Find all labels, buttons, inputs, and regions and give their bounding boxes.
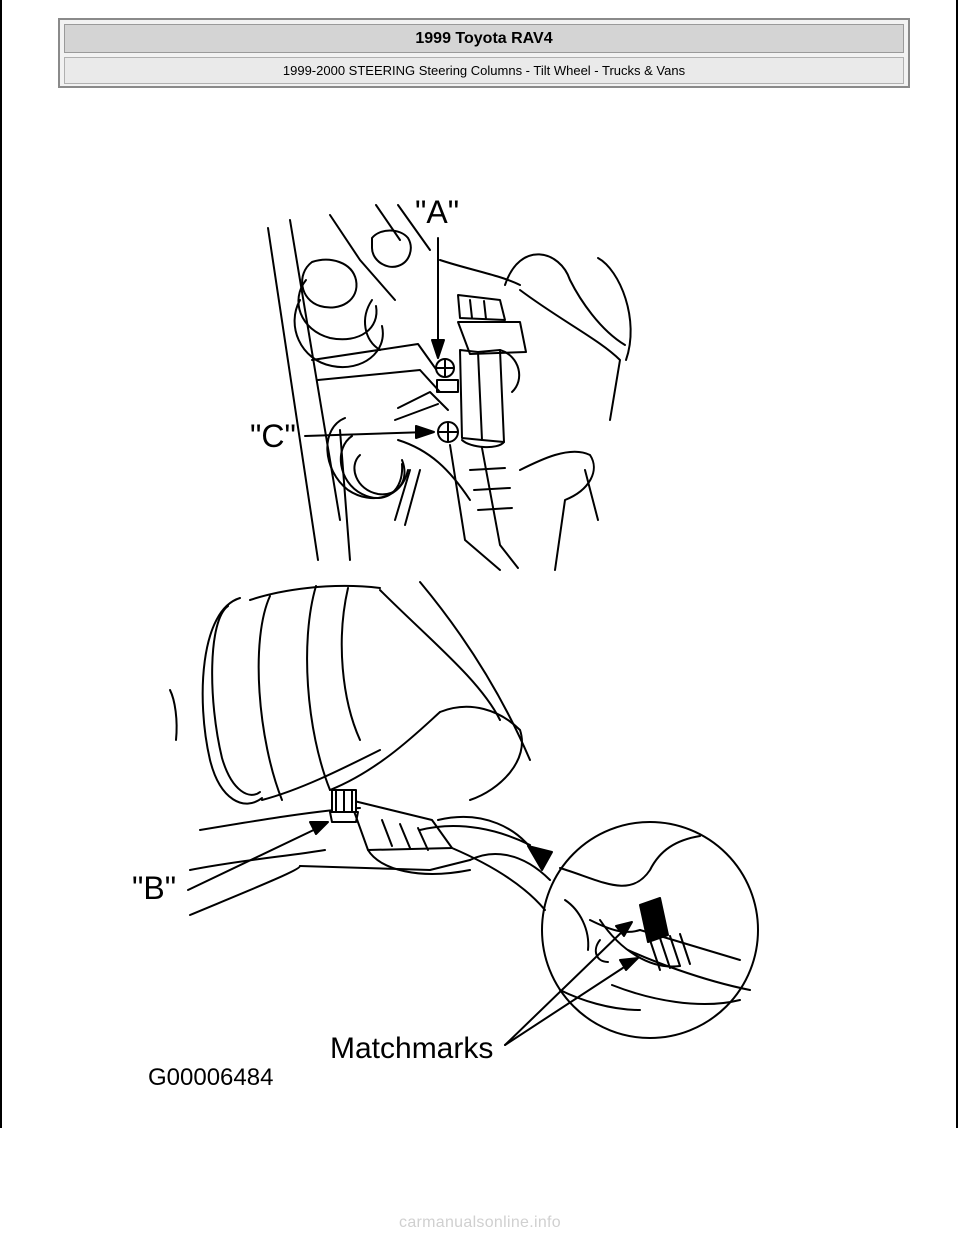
upper-view-drawing [268,205,631,570]
watermark-text: carmanualsonline.info [399,1214,561,1231]
callout-a-label: "A" [415,194,460,230]
matchmarks-label: Matchmarks [330,1032,494,1065]
document-subtitle: 1999-2000 STEERING Steering Columns - Tilt Wheel - Trucks & Vans [64,57,904,84]
figure-id: G00006484 [148,1064,274,1091]
callout-b-label: "B" [132,870,177,906]
document-title: 1999 Toyota RAV4 [64,24,904,53]
callout-c-label: "C" [250,418,296,454]
upper-callout-leaders [305,238,444,438]
lower-view-drawing [170,582,758,1038]
